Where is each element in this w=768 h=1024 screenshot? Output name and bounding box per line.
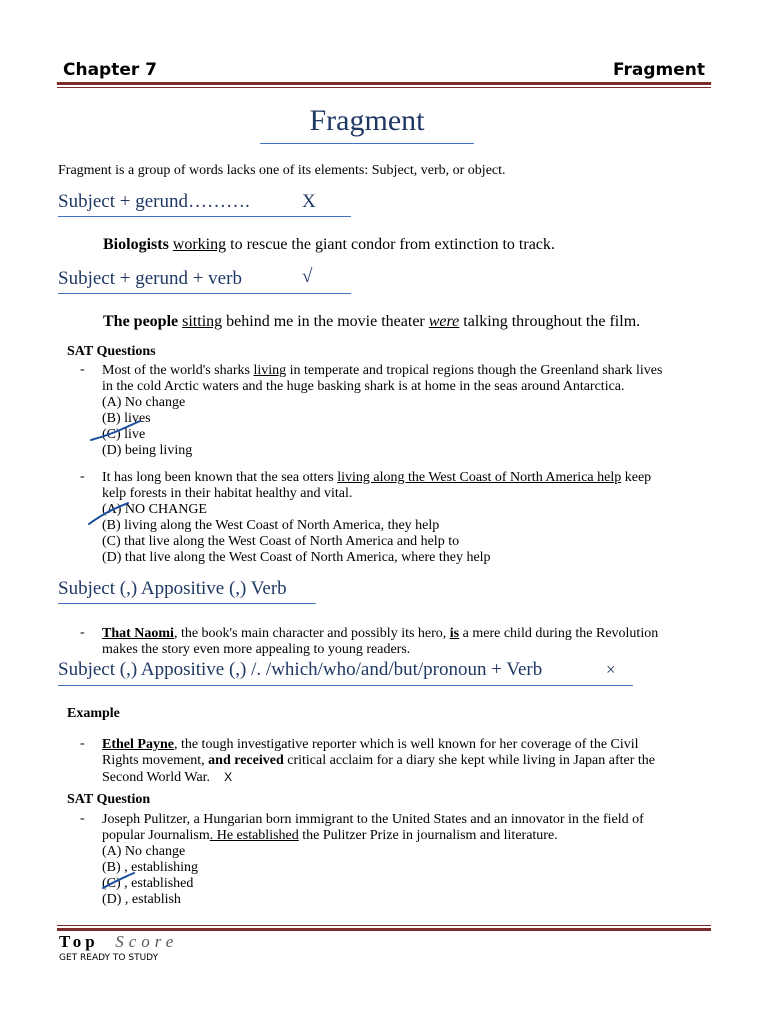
example-naomi: That Naomi, the book's main character and possibly its hero, is a mere child during the Revolution makes the story even more appealing to young readers. <box>102 626 659 657</box>
option-c[interactable]: (C) live <box>102 427 146 442</box>
footer-rule-thin <box>57 925 711 926</box>
header-rule-thick <box>57 82 711 85</box>
page-title: Fragment <box>309 104 425 137</box>
sat-question-1: Most of the world's sharks living in temperate and tropical regions though the Greenland shark lives in the cold Arctic waters and the huge basking shark is at home in the seas around Antarctica. (A) No change (B) lives (C) live (D) being living <box>102 363 712 459</box>
handwritten-check-mark <box>100 870 140 892</box>
title-underline <box>260 143 474 144</box>
option-d[interactable]: (D) , establish <box>102 892 181 907</box>
option-b[interactable]: (B) living along the West Coast of North America, they help <box>102 518 440 533</box>
bullet-dash: - <box>80 736 85 751</box>
rule-subject-appositive-verb: Subject (,) Appositive (,) Verb <box>58 578 287 599</box>
option-a[interactable]: (A) No change <box>102 844 186 859</box>
rule2-underline <box>58 293 351 294</box>
bullet-dash: - <box>80 811 85 826</box>
option-a[interactable]: (A) NO CHANGE <box>102 502 207 517</box>
sat-questions-heading: SAT Questions <box>67 344 156 359</box>
option-a[interactable]: (A) No change <box>102 395 186 410</box>
option-c[interactable]: (C) , established <box>102 876 194 891</box>
rule4-wrong-mark: × <box>606 660 616 679</box>
wrong-mark: X <box>224 770 233 784</box>
bullet-dash: - <box>80 469 85 484</box>
example-people: The people sitting behind me in the movie theater were talking throughout the film. <box>103 313 641 330</box>
rule3-underline <box>58 603 316 604</box>
rule-subject-gerund-verb: Subject + gerund + verb <box>58 268 242 289</box>
rule-appositive-wrong-forms: Subject (,) Appositive (,) /. /which/who/and/but/pronoun + Verb <box>58 659 543 680</box>
header-rule-thin <box>57 87 711 88</box>
example-heading: Example <box>67 706 120 721</box>
footer-rule-thick <box>57 928 711 931</box>
sat-question-heading: SAT Question <box>67 792 151 807</box>
handwritten-check-mark <box>86 500 132 528</box>
rule4-underline <box>58 685 633 686</box>
section-label: Fragment <box>612 60 705 80</box>
example-biologists: Biologists working to rescue the giant condor from extinction to track. <box>103 236 555 253</box>
bullet-dash: - <box>80 625 85 640</box>
handwritten-check-mark <box>88 418 144 446</box>
bullet-dash: - <box>80 362 85 377</box>
brand-tagline: GET READY TO STUDY <box>59 953 159 963</box>
sat-question-2: It has long been known that the sea otters living along the West Coast of North America help keep kelp forests in their habitat healthy and vital. (A) NO CHANGE (B) living along the West Coast of North America, they help (C) that live along the West Coast of North America and help to (D) that live along the West Coast of North America, where they help <box>102 470 712 566</box>
option-d[interactable]: (D) that live along the West Coast of North America, where they help <box>102 550 491 565</box>
rule2-correct-mark: √ <box>302 266 313 287</box>
option-b[interactable]: (B) , establishing <box>102 860 199 875</box>
definition-text: Fragment is a group of words lacks one of its elements: Subject, verb, or object. <box>58 163 506 178</box>
rule-subject-gerund: Subject + gerund………. <box>58 191 250 212</box>
brand-logo: Top Score <box>59 932 179 951</box>
option-d[interactable]: (D) being living <box>102 443 193 458</box>
option-b[interactable]: (B) lives <box>102 411 151 426</box>
chapter-label: Chapter 7 <box>63 60 158 80</box>
sat-question-pulitzer: Joseph Pulitzer, a Hungarian born immigrant to the United States and an innovator in the field of popular Journalism. He established the Pulitzer Prize in journalism and literature. (A) No change (B) , establishing (C) , established (D) , establish <box>102 812 712 908</box>
example-ethel-payne: Ethel Payne, the tough investigative reporter which is well known for her coverage of the Civil Rights movement, and received critical acclaim for a diary she kept while living in Japan after the Second World War. X <box>102 737 655 785</box>
rule1-wrong-mark: X <box>302 191 316 212</box>
rule1-underline <box>58 216 351 217</box>
option-c[interactable]: (C) that live along the West Coast of North America and help to <box>102 534 460 549</box>
